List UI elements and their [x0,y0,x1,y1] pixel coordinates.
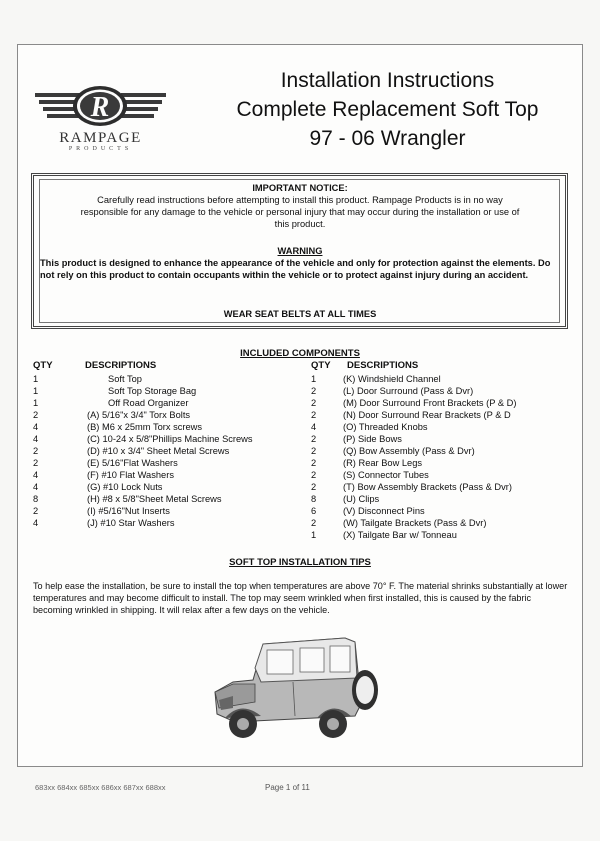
right-desc-1: (K) Windshield Channel [343,374,441,384]
left-qty-5: 4 [33,422,39,432]
left-qty-2: 1 [33,386,39,396]
right-desc-13: (W) Tailgate Brackets (Pass & Dvr) [343,518,487,528]
right-qty-10: 2 [311,482,317,492]
right-desc-9: (S) Connector Tubes [343,470,429,480]
right-desc-11: (U) Clips [343,494,380,504]
left-desc-5: (B) M6 x 25mm Torx screws [87,422,203,432]
desc-header-left: DESCRIPTIONS [85,360,157,371]
right-qty-5: 4 [311,422,317,432]
notice-line-3: this product. [274,219,326,229]
left-desc-4: (A) 5/16"x 3/4" Torx Bolts [87,410,191,420]
svg-text:R: R [90,92,110,123]
left-qty-4: 2 [33,410,39,420]
title-line-1: Installation Instructions [280,69,495,92]
warning-heading: WARNING [277,246,323,256]
left-qty-7: 2 [33,446,39,456]
tips-heading: SOFT TOP INSTALLATION TIPS [229,557,371,568]
left-desc-8: (E) 5/16"Flat Washers [87,458,178,468]
warning-text: This product is designed to enhance the appearance of the vehicle and only for protection against the elements. Do not rely on this product to contain occupants within the vehicle or to protect against injury during an accident. [40,258,551,280]
right-desc-2: (L) Door Surround (Pass & Dvr) [343,386,474,396]
right-qty-8: 2 [311,458,317,468]
left-desc-11: (H) #8 x 5/8"Sheet Metal Screws [87,494,222,504]
desc-header-right: DESCRIPTIONS [347,360,419,371]
left-desc-13: (J) #10 Star Washers [87,518,175,528]
left-qty-10: 4 [33,482,39,492]
right-qty-6: 2 [311,434,317,444]
logo-wordmark: RAMPAGE [59,130,142,146]
right-qty-14: 1 [311,530,317,540]
logo-subtext: PRODUCTS [68,146,133,152]
title-line-2: Complete Replacement Soft Top [236,98,539,121]
footer-page-number: Page 1 of 11 [265,783,310,792]
right-desc-12: (V) Disconnect Pins [343,506,425,516]
left-qty-12: 2 [33,506,39,516]
right-desc-10: (T) Bow Assembly Brackets (Pass & Dvr) [343,482,512,492]
right-qty-1: 1 [311,374,317,384]
left-qty-6: 4 [33,434,39,444]
title-line-3: 97 - 06 Wrangler [309,127,466,150]
right-desc-7: (Q) Bow Assembly (Pass & Dvr) [343,446,475,456]
seatbelt-notice: WEAR SEAT BELTS AT ALL TIMES [223,309,377,319]
right-qty-3: 2 [311,398,317,408]
right-qty-7: 2 [311,446,317,456]
jeep-illustration-icon [205,630,380,745]
left-desc-6: (C) 10-24 x 5/8"Phillips Machine Screws [87,434,253,444]
footer-part-numbers: 683xx 684xx 685xx 686xx 687xx 688xx [35,783,166,792]
page-title [210,66,565,153]
qty-header-left: QTY [33,360,53,371]
left-qty-9: 4 [33,470,39,480]
right-desc-8: (R) Rear Bow Legs [343,458,423,468]
left-desc-9: (F) #10 Flat Washers [87,470,174,480]
notice-heading: IMPORTANT NOTICE: [252,183,348,193]
left-qty-8: 2 [33,458,39,468]
left-desc-10: (G) #10 Lock Nuts [87,482,163,492]
right-qty-9: 2 [311,470,317,480]
left-desc-3: Off Road Organizer [108,398,189,408]
left-desc-12: (I) #5/16"Nut Inserts [87,506,170,516]
right-desc-5: (O) Threaded Knobs [343,422,428,432]
left-qty-13: 4 [33,518,39,528]
left-qty-1: 1 [33,374,39,384]
right-desc-6: (P) Side Bows [343,434,402,444]
right-desc-4: (N) Door Surround Rear Brackets (P & D [343,410,511,420]
left-desc-7: (D) #10 x 3/4" Sheet Metal Screws [87,446,230,456]
right-qty-13: 2 [311,518,317,528]
right-qty-2: 2 [311,386,317,396]
tips-body: To help ease the installation, be sure to install the top when temperatures are above 70° F. The material shrinks substantially at lower temperatures and may become difficult to install. The top may seem wrinkled when first installed, this is caused by the fabric becoming wrinkled in shipping. It will relax after a few days on the vehicle. [33,581,568,616]
notice-line-2: responsible for any damage to the vehicle or personal injury that may occur during the installation or use of [80,207,520,217]
right-desc-14: (X) Tailgate Bar w/ Tonneau [343,530,457,540]
right-qty-11: 8 [311,494,317,504]
right-qty-12: 6 [311,506,317,516]
left-qty-3: 1 [33,398,39,408]
components-heading: INCLUDED COMPONENTS [240,348,360,359]
qty-header-right: QTY [311,360,331,371]
right-qty-4: 2 [311,410,317,420]
left-desc-1: Soft Top [108,374,142,384]
right-desc-3: (M) Door Surround Front Brackets (P & D) [343,398,517,408]
left-qty-11: 8 [33,494,39,504]
left-desc-2: Soft Top Storage Bag [108,386,197,396]
notice-line-1: Carefully read instructions before attempting to install this product. Rampage Products is in no way [97,195,503,205]
